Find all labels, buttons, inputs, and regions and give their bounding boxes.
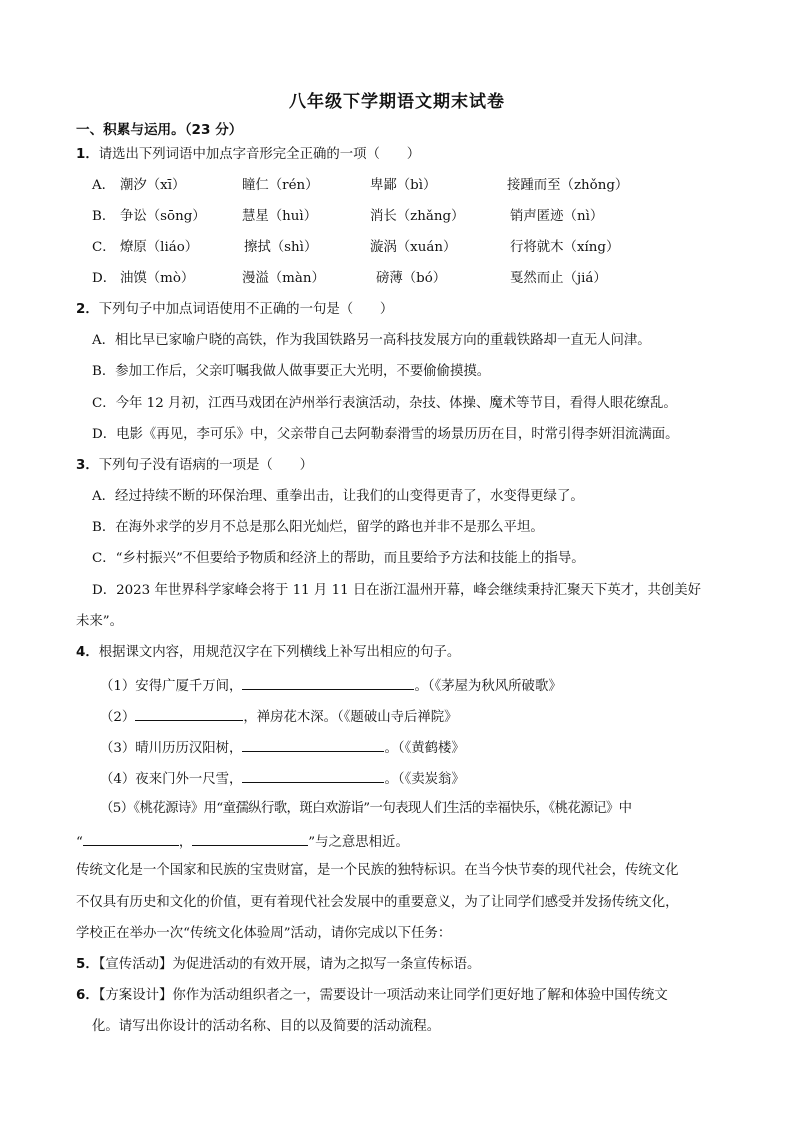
word-item: 燎原（liáo） bbox=[120, 240, 199, 255]
fill-prefix: （4）夜来门外一尺雪， bbox=[100, 772, 243, 787]
answer-blank[interactable] bbox=[83, 831, 179, 846]
fill-suffix: ”与之意思相近。 bbox=[308, 835, 409, 850]
question-text: 根据课文内容，用规范汉字在下列横线上补写出相应的句子。 bbox=[98, 645, 461, 660]
word-item: 漫溢（màn） bbox=[242, 271, 325, 286]
question-text: 下列句子中加点词语使用不正确的一句是（ ） bbox=[98, 302, 394, 317]
question-1 bbox=[76, 146, 420, 164]
fill-suffix: ，禅房花木深。（《题破山寺后禅院》 bbox=[243, 710, 458, 725]
quote-open: “ bbox=[76, 835, 83, 850]
word-item: 接踵而至（zhǒng） bbox=[507, 178, 629, 193]
question-number: 3． bbox=[76, 458, 99, 473]
option-label: D． bbox=[92, 271, 117, 286]
q3-option-a: A．经过持续不断的环保治理、重拳出击，让我们的山变得更青了，水变得更绿了。 bbox=[92, 489, 584, 504]
fill-item-5-wrap bbox=[76, 831, 409, 852]
q3-option-c: C．“乡村振兴”不但要给予物质和经济上的帮助，而且要给予方法和技能上的指导。 bbox=[92, 551, 585, 566]
word-item: 慧星（huì） bbox=[242, 209, 318, 224]
option-label: C． bbox=[92, 240, 116, 255]
word-item: 消长（zhǎng） bbox=[370, 209, 465, 224]
fill-item-3 bbox=[100, 737, 465, 758]
q2-option-b: B．参加工作后，父亲叮嘱我做人做事要正大光明，不要偷偷摸摸。 bbox=[92, 364, 491, 379]
word-item: 油馍（mò） bbox=[120, 271, 195, 286]
fill-prefix: （1）安得广厦千万间， bbox=[100, 679, 243, 694]
question-text: 【方案设计】你作为活动组织者之一，需要设计一项活动来让同学们更好地了解和体验中国传统文 bbox=[98, 988, 668, 1003]
intro-paragraph-line: 不仅具有历史和文化的价值，更有着现代社会发展中的重要意义，为了让同学们感受并发扬传统文化， bbox=[76, 895, 679, 910]
answer-blank[interactable] bbox=[242, 737, 384, 752]
word-item: 戛然而止（jiá） bbox=[510, 271, 607, 286]
question-number: 2． bbox=[76, 302, 99, 317]
q2-option-a: A．相比早已家喻户晓的高铁，作为我国铁路另一高科技发展方向的重载铁路却一直无人问津。 bbox=[92, 333, 651, 348]
word-item: 卑鄙（bì） bbox=[370, 178, 437, 193]
fill-item-5: （5）《桃花源诗》用“童孺纵行歌，斑白欢游诣”一句表现人们生活的幸福快乐，《桃花源记》中 bbox=[100, 801, 632, 816]
separator: ， bbox=[178, 835, 193, 850]
option-label: B． bbox=[92, 209, 116, 224]
word-item: 瞳仁（rén） bbox=[242, 178, 319, 193]
fill-prefix: （3）晴川历历汉阳树， bbox=[100, 741, 243, 756]
question-text: 请选出下列词语中加点字音形完全正确的一项（ ） bbox=[98, 147, 421, 162]
question-4 bbox=[76, 644, 460, 662]
intro-paragraph-line: 学校正在举办一次“传统文化体验周”活动，请你完成以下任务： bbox=[76, 926, 452, 941]
answer-blank[interactable] bbox=[242, 675, 414, 690]
fill-suffix: 。（《茅屋为秋风所破歌》 bbox=[414, 679, 562, 694]
fill-suffix: 。（《黄鹤楼》 bbox=[384, 741, 465, 756]
word-item: 磅薄（bó） bbox=[376, 271, 447, 286]
word-item: 争讼（sōng） bbox=[120, 209, 206, 224]
fill-item-1 bbox=[100, 675, 562, 696]
fill-suffix: 。（《卖炭翁》 bbox=[384, 772, 465, 787]
question-number: 6． bbox=[76, 988, 99, 1003]
answer-blank[interactable] bbox=[135, 706, 243, 721]
question-number: 1． bbox=[76, 147, 99, 162]
question-text: 【宣传活动】为促进活动的有效开展，请为之拟写一条宣传标语。 bbox=[98, 957, 481, 972]
word-item: 潮汐（xī） bbox=[120, 178, 186, 193]
fill-prefix: （2） bbox=[100, 710, 136, 725]
question-3 bbox=[76, 457, 313, 475]
word-item: 行将就木（xíng） bbox=[510, 240, 620, 255]
answer-blank[interactable] bbox=[192, 831, 308, 846]
section-heading: 一、积累与运用。（23 分） bbox=[76, 122, 243, 138]
q3-option-b: B．在海外求学的岁月不总是那么阳光灿烂，留学的路也并非不是那么平坦。 bbox=[92, 520, 544, 535]
q3-option-d: D．2023 年世界科学家峰会将于 11 月 11 日在浙江温州开幕，峰会继续秉持汇聚天下英才，共创美好 bbox=[92, 583, 702, 598]
question-6 bbox=[76, 987, 668, 1005]
question-number: 5． bbox=[76, 957, 99, 972]
word-item: 擦拭（shì） bbox=[244, 240, 318, 255]
question-2 bbox=[76, 301, 393, 319]
option-label: A． bbox=[92, 178, 116, 193]
question-6-wrap: 化。请写出你设计的活动名称、目的以及简要的活动流程。 bbox=[92, 1019, 441, 1034]
q2-option-d: D．电影《再见，李可乐》中，父亲带自己去阿勒泰滑雪的场景历历在目，时常引得李妍泪流满面。 bbox=[92, 427, 679, 442]
word-item: 漩涡（xuán） bbox=[370, 240, 457, 255]
q3-option-d-wrap: 未来”。 bbox=[76, 614, 124, 629]
intro-paragraph-line: 传统文化是一个国家和民族的宝贵财富，是一个民族的独特标识。在当今快节奏的现代社会，传统文化 bbox=[76, 863, 679, 878]
question-text: 下列句子没有语病的一项是（ ） bbox=[98, 458, 313, 473]
fill-item-4 bbox=[100, 768, 465, 789]
fill-item-2 bbox=[100, 706, 458, 727]
question-5 bbox=[76, 956, 480, 974]
page-title: 八年级下学期语文期末试卷 bbox=[289, 92, 505, 112]
word-item: 销声匿迹（nì） bbox=[510, 209, 604, 224]
q2-option-c: C．今年 12 月初，江西马戏团在泸州举行表演活动，杂技、体操、魔术等节目，看得人眼花缭乱。 bbox=[92, 396, 677, 411]
answer-blank[interactable] bbox=[242, 768, 384, 783]
question-number: 4． bbox=[76, 645, 99, 660]
